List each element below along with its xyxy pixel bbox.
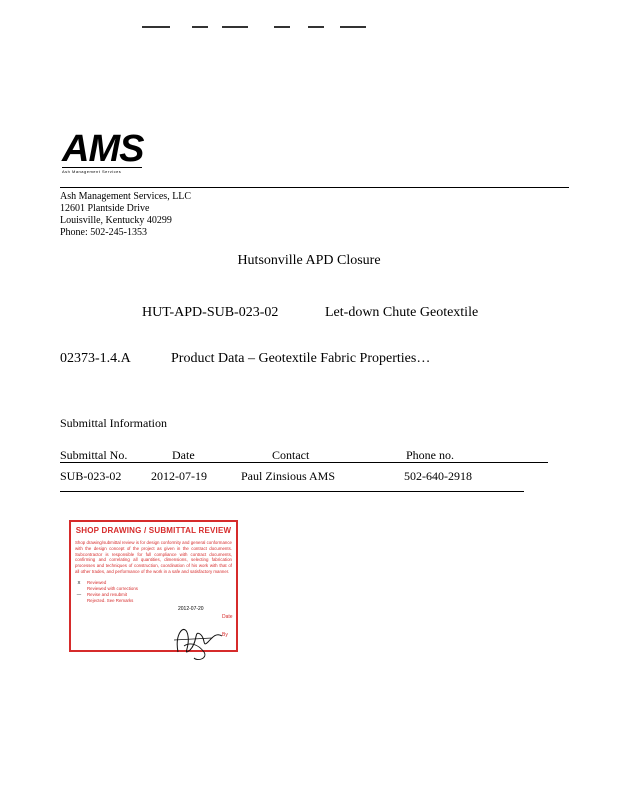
submittal-number: HUT-APD-SUB-023-02: [142, 305, 279, 320]
cell-contact: Paul Zinsious AMS: [241, 469, 336, 483]
logo-text: AMS: [62, 128, 144, 170]
stamp-option-label: Reviewed: [87, 579, 107, 585]
header-divider: [60, 187, 569, 188]
table-bottom-rule: [60, 491, 524, 492]
spec-section: 02373-1.4.A: [60, 351, 131, 366]
header-date: Date: [172, 448, 195, 462]
company-address: [60, 191, 191, 239]
stamp-option-label: Rejected. See Remarks: [87, 597, 134, 603]
header-phone: Phone no.: [406, 448, 454, 462]
cell-submittal-no: SUB-023-02: [60, 469, 122, 483]
table-header-rule: [60, 462, 548, 463]
stamp-date-label: Date: [222, 614, 233, 620]
company-street: 12601 Plantside Drive: [60, 203, 150, 214]
company-logo: [62, 128, 146, 176]
submittal-description: Let-down Chute Geotextile: [325, 305, 479, 320]
company-city: Louisville, Kentucky 40299: [60, 215, 172, 226]
stamp-option: [75, 598, 232, 604]
signature-icon: [168, 612, 228, 667]
section-title: Submittal Information: [60, 416, 167, 430]
company-phone: Phone: 502-245-1353: [60, 227, 147, 238]
stamp-option-mark: X: [77, 579, 81, 585]
header-contact: Contact: [272, 448, 310, 462]
stamp-date-value: 2012-07-20: [178, 606, 204, 612]
stamp-option-label: Revise and resubmit: [87, 591, 128, 597]
project-title: Hutsonville APD Closure: [237, 253, 381, 268]
stamp-body: Shop drawing/submittal review is for design conformity and general conformance with the design concept of the project as given in the contract documents. Subcontractor is responsible for full compliance with contract documents, confirming and correlating all quantities, dimensions, selecting fabrication processes and techniques of construction, coordination of his work with that of all other trades, and performance of the work in a safe and satisfactory manner.: [75, 540, 232, 574]
stamp-title: SHOP DRAWING / SUBMITTAL REVIEW: [75, 526, 232, 535]
cell-date: 2012-07-19: [151, 469, 207, 483]
stamp-option-mark: —: [76, 591, 82, 597]
cell-phone: 502-640-2918: [404, 469, 472, 483]
stamp-by-label: By: [222, 632, 228, 638]
header-submittal-no: Submittal No.: [60, 448, 128, 462]
company-name: Ash Management Services, LLC: [60, 191, 192, 202]
logo-subtext: Ash Management Services: [62, 167, 142, 174]
spec-description: Product Data – Geotextile Fabric Properties…: [171, 351, 431, 366]
stamp-option-label: Reviewed with corrections: [87, 585, 139, 591]
stamp-options: [75, 580, 232, 604]
header-marks: [142, 26, 382, 32]
stamp-option-mark: [75, 598, 83, 604]
